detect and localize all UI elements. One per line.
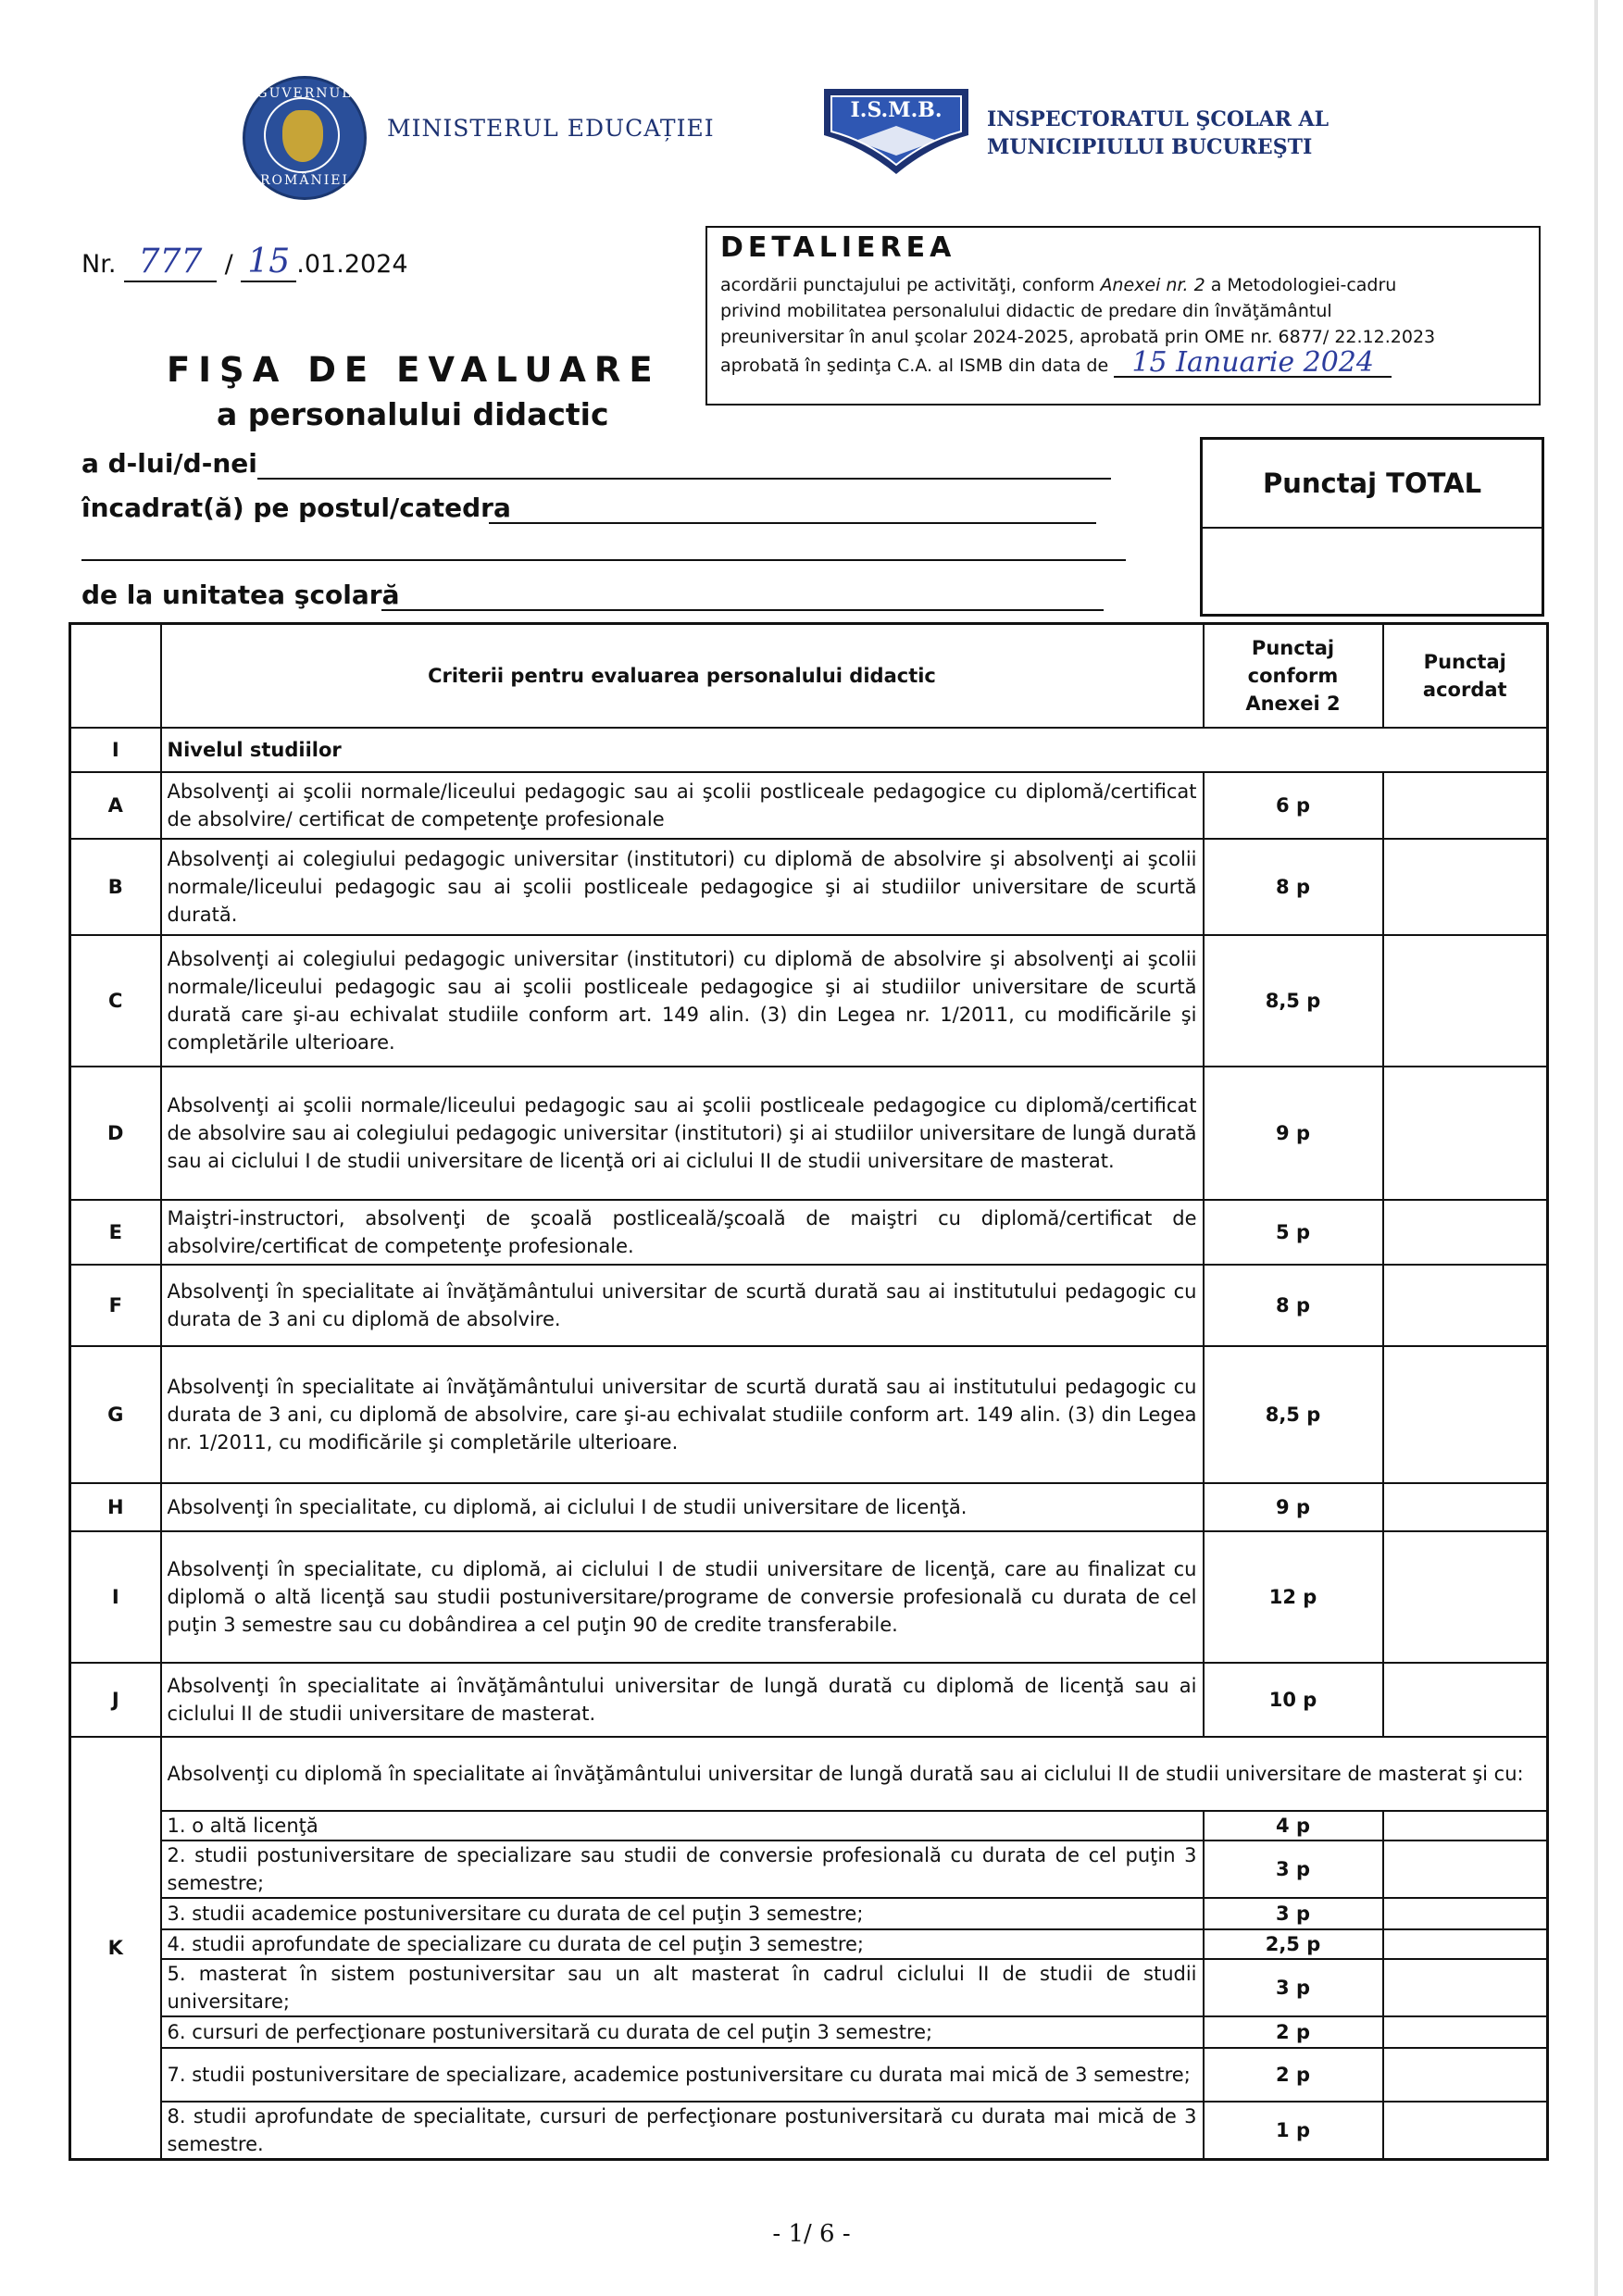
row-criterion: Absolvenţi în specialitate ai învăţământului universitar de scurtă durată sau ai institutului pedagogic cu durata de 3 ani, cu diplomă de absolvire, care şi-au echivalat studiile conform art. 149 alin. (3) din Legea nr. 1/2011, cu modificările şi completările ulterioare. bbox=[161, 1346, 1204, 1483]
row-code: K bbox=[70, 1737, 161, 2160]
k-item-text: 6. cursuri de perfecţionare postuniversitară cu durata de cel puţin 3 semestre; bbox=[161, 2016, 1204, 2048]
header-annex-points: Punctaj conform Anexei 2 bbox=[1204, 624, 1383, 728]
seal-bottom-text: ROMÂNIEI bbox=[260, 173, 349, 188]
k-item-row bbox=[70, 2016, 1548, 2048]
k-item-awarded[interactable] bbox=[1383, 1811, 1548, 1841]
row-awarded-points[interactable] bbox=[1383, 935, 1548, 1067]
row-annex-points: 10 p bbox=[1204, 1663, 1383, 1737]
scan-edge-divider bbox=[1594, 0, 1598, 2296]
k-item-row bbox=[70, 1929, 1548, 1959]
form-title: FIŞA DE EVALUARE bbox=[167, 350, 661, 390]
row-awarded-points[interactable] bbox=[1383, 1531, 1548, 1663]
registration-number-value: 777 bbox=[124, 243, 217, 282]
k-item-awarded[interactable] bbox=[1383, 1959, 1548, 2016]
k-item-text: 8. studii aprofundate de specialitate, cursuri de perfecţionare postuniversitară cu durata mai mică de 3 semestre. bbox=[161, 2102, 1204, 2160]
section-row bbox=[70, 728, 1548, 772]
row-annex-points: 9 p bbox=[1204, 1067, 1383, 1200]
table-row bbox=[70, 772, 1548, 839]
post-label: încadrat(ă) pe postul/catedra bbox=[81, 493, 511, 523]
detalierea-title: DETALIEREA bbox=[720, 231, 956, 264]
ministry-name: MINISTERUL EDUCAȚIEI bbox=[387, 115, 715, 142]
header-criteria: Criterii pentru evaluarea personalului didactic bbox=[161, 624, 1204, 728]
row-awarded-points[interactable] bbox=[1383, 1483, 1548, 1531]
k-item-awarded[interactable] bbox=[1383, 2048, 1548, 2102]
seal-top-text: GUVERNUL bbox=[256, 86, 353, 101]
section-title: Nivelul studiilor bbox=[161, 728, 1548, 772]
row-code: F bbox=[70, 1265, 161, 1346]
registration-number bbox=[81, 243, 408, 282]
k-item-row bbox=[70, 2102, 1548, 2160]
row-criterion: Absolvenţi în specialitate, cu diplomă, ai ciclului I de studii universitare de licenţă, care au finalizat cu diplomă o altă licenţă sau studii postuniversitare/programe de conversie profesională cu durata de cel puţin 3 semestre sau cu dobândirea a cel puţin 90 de credite transferabile. bbox=[161, 1531, 1204, 1663]
inspectorate-name bbox=[987, 106, 1329, 161]
k-item-awarded[interactable] bbox=[1383, 2102, 1548, 2160]
row-criterion: Absolvenţi în specialitate, cu diplomă, ai ciclului I de studii universitare de licenţă. bbox=[161, 1483, 1204, 1531]
row-awarded-points[interactable] bbox=[1383, 1346, 1548, 1483]
k-item-row bbox=[70, 1811, 1548, 1841]
detalierea-line-1a: acordării punctajului pe activităţi, conform bbox=[720, 275, 1101, 295]
row-criterion: Maiştri-instructori, absolvenţi de şcoală postliceală/şcoală de maiştri cu diplomă/certificat de absolvire/certificat de competenţe profesionale. bbox=[161, 1200, 1204, 1265]
registration-separator: / bbox=[224, 250, 233, 279]
row-awarded-points[interactable] bbox=[1383, 1067, 1548, 1200]
criteria-table bbox=[69, 622, 1549, 2161]
row-code: J bbox=[70, 1663, 161, 1737]
row-awarded-points[interactable] bbox=[1383, 1663, 1548, 1737]
row-awarded-points[interactable] bbox=[1383, 772, 1548, 839]
unit-field[interactable] bbox=[381, 609, 1104, 611]
row-criterion: Absolvenţi în specialitate ai învăţământului universitar de lungă durată cu diplomă de licenţă sau ai ciclului II de studii universitare de masterat. bbox=[161, 1663, 1204, 1737]
row-annex-points: 6 p bbox=[1204, 772, 1383, 839]
row-annex-points: 9 p bbox=[1204, 1483, 1383, 1531]
registration-date-rest: .01.2024 bbox=[296, 250, 408, 279]
row-annex-points: 8,5 p bbox=[1204, 1346, 1383, 1483]
government-seal-logo bbox=[243, 76, 367, 200]
post-field[interactable] bbox=[489, 522, 1096, 524]
form-subtitle: a personalului didactic bbox=[217, 396, 609, 432]
k-item-points: 2 p bbox=[1204, 2016, 1383, 2048]
detalierea-annex-ref: Anexei nr. 2 bbox=[1100, 275, 1205, 295]
registration-prefix: Nr. bbox=[81, 250, 117, 279]
table-row bbox=[70, 1483, 1548, 1531]
k-item-text: 1. o altă licenţă bbox=[161, 1811, 1204, 1841]
row-code: C bbox=[70, 935, 161, 1067]
detalierea-line-4: aprobată în şedinţa C.A. al ISMB din data de bbox=[720, 356, 1109, 376]
k-intro: Absolvenţi cu diplomă în specialitate ai învăţământului universitar de lungă durată sau ai ciclului II de studii universitare de masterat şi cu: bbox=[161, 1737, 1548, 1811]
post-field-continuation[interactable] bbox=[81, 559, 1126, 561]
table-row bbox=[70, 839, 1548, 935]
table-row bbox=[70, 935, 1548, 1067]
k-item-text: 3. studii academice postuniversitare cu durata de cel puţin 3 semestre; bbox=[161, 1898, 1204, 1929]
inspectorate-line-2: MUNICIPIULUI BUCUREŞTI bbox=[987, 135, 1313, 159]
page-number: - 1/ 6 - bbox=[772, 2220, 851, 2248]
k-item-points: 2 p bbox=[1204, 2048, 1383, 2102]
k-item-text: 7. studii postuniversitare de specializare, academice postuniversitare cu durata mai mică de 3 semestre; bbox=[161, 2048, 1204, 2102]
eagle-icon bbox=[282, 110, 323, 162]
k-item-awarded[interactable] bbox=[1383, 1898, 1548, 1929]
k-intro-row bbox=[70, 1737, 1548, 1811]
k-item-row bbox=[70, 2048, 1548, 2102]
section-code: I bbox=[70, 728, 161, 772]
k-item-text: 2. studii postuniversitare de specializare sau studii de conversie profesională cu durata de cel puţin 3 semestre; bbox=[161, 1841, 1204, 1898]
row-code: H bbox=[70, 1483, 161, 1531]
table-row bbox=[70, 1200, 1548, 1265]
detalierea-line-2: privind mobilitatea personalului didactic de predare din învăţământul bbox=[720, 301, 1332, 321]
k-item-points: 3 p bbox=[1204, 1898, 1383, 1929]
k-item-text: 4. studii aprofundate de specializare cu durata de cel puţin 3 semestre; bbox=[161, 1929, 1204, 1959]
row-annex-points: 8 p bbox=[1204, 839, 1383, 935]
detalierea-handwritten-date: 15 Ianuarie 2024 bbox=[1114, 350, 1392, 378]
row-code: I bbox=[70, 1531, 161, 1663]
row-annex-points: 12 p bbox=[1204, 1531, 1383, 1663]
detalierea-box bbox=[705, 226, 1541, 406]
row-criterion: Absolvenţi ai şcolii normale/liceului pedagogic sau ai şcolii postliceale pedagogice cu diplomă/certificat de absolvire sau ai colegiului pedagogic universitar (institutori) şi ai studiilor universitare de lungă durată sau ai ciclului I de studii universitare de licenţă ori ai ciclului II de studii universitare de masterat. bbox=[161, 1067, 1204, 1200]
header-awarded-points: Punctaj acordat bbox=[1383, 624, 1548, 728]
registration-day: 15 bbox=[241, 243, 296, 282]
table-row bbox=[70, 1531, 1548, 1663]
row-code: E bbox=[70, 1200, 161, 1265]
row-awarded-points[interactable] bbox=[1383, 1265, 1548, 1346]
k-item-points: 4 p bbox=[1204, 1811, 1383, 1841]
table-row bbox=[70, 1265, 1548, 1346]
row-code: B bbox=[70, 839, 161, 935]
detalierea-text bbox=[720, 272, 1535, 379]
ismb-logo-text: I.S.M.B. bbox=[850, 98, 943, 122]
row-criterion: Absolvenţi ai şcolii normale/liceului pedagogic sau ai şcolii postliceale pedagogice cu diplomă/certificat de absolvire/ certificat de competenţe profesionale bbox=[161, 772, 1204, 839]
k-item-awarded[interactable] bbox=[1383, 1929, 1548, 1959]
k-item-points: 2,5 p bbox=[1204, 1929, 1383, 1959]
row-code: D bbox=[70, 1067, 161, 1200]
row-awarded-points[interactable] bbox=[1383, 1200, 1548, 1265]
ismb-logo bbox=[818, 81, 974, 178]
total-score-box bbox=[1200, 437, 1544, 617]
table-row bbox=[70, 1346, 1548, 1483]
header-code-cell bbox=[70, 624, 161, 728]
row-criterion: Absolvenţi ai colegiului pedagogic universitar (institutori) cu diplomă de absolvire şi absolvenţi ai şcolii normale/liceului pedagogic sau ai şcolii postliceale pedagogice şi ai studiilor universitare de scurtă durată care şi-au echivalat studiile conform art. 149 alin. (3) din Legea nr. 1/2011, cu modificările şi completările ulterioare. bbox=[161, 935, 1204, 1067]
k-item-points: 3 p bbox=[1204, 1841, 1383, 1898]
row-code: G bbox=[70, 1346, 161, 1483]
name-field[interactable] bbox=[257, 478, 1111, 480]
k-item-awarded[interactable] bbox=[1383, 1841, 1548, 1898]
row-awarded-points[interactable] bbox=[1383, 839, 1548, 935]
k-item-points: 1 p bbox=[1204, 2102, 1383, 2160]
inspectorate-line-1: INSPECTORATUL ŞCOLAR AL bbox=[987, 107, 1330, 131]
row-annex-points: 8,5 p bbox=[1204, 935, 1383, 1067]
total-score-label: Punctaj TOTAL bbox=[1203, 440, 1542, 529]
k-item-row bbox=[70, 1959, 1548, 2016]
row-criterion: Absolvenţi în specialitate ai învăţământului universitar de scurtă durată sau ai institutului pedagogic cu durata de 3 ani cu diplomă de absolvire. bbox=[161, 1265, 1204, 1346]
k-item-text: 5. masterat în sistem postuniversitar sau un alt masterat în cadrul ciclului II de studii de studii universitare; bbox=[161, 1959, 1204, 2016]
row-annex-points: 8 p bbox=[1204, 1265, 1383, 1346]
k-item-row bbox=[70, 1898, 1548, 1929]
table-row bbox=[70, 1067, 1548, 1200]
table-header-row bbox=[70, 624, 1548, 728]
row-code: A bbox=[70, 772, 161, 839]
row-criterion: Absolvenţi ai colegiului pedagogic universitar (institutori) cu diplomă de absolvire şi absolvenţi ai şcolii normale/liceului pedagogic sau ai şcolii postliceale pedagogice şi ai studiilor universitare de scurtă durată. bbox=[161, 839, 1204, 935]
table-row bbox=[70, 1663, 1548, 1737]
k-item-row bbox=[70, 1841, 1548, 1898]
detalierea-line-1c: a Metodologiei-cadru bbox=[1205, 275, 1397, 295]
row-annex-points: 5 p bbox=[1204, 1200, 1383, 1265]
k-item-awarded[interactable] bbox=[1383, 2016, 1548, 2048]
unit-label: de la unitatea şcolară bbox=[81, 580, 400, 610]
total-score-field[interactable] bbox=[1203, 529, 1542, 614]
detalierea-line-3: preuniversitar în anul şcolar 2024-2025, aprobată prin OME nr. 6877/ 22.12.2023 bbox=[720, 327, 1436, 347]
name-label: a d-lui/d-nei bbox=[81, 448, 257, 479]
k-item-points: 3 p bbox=[1204, 1959, 1383, 2016]
